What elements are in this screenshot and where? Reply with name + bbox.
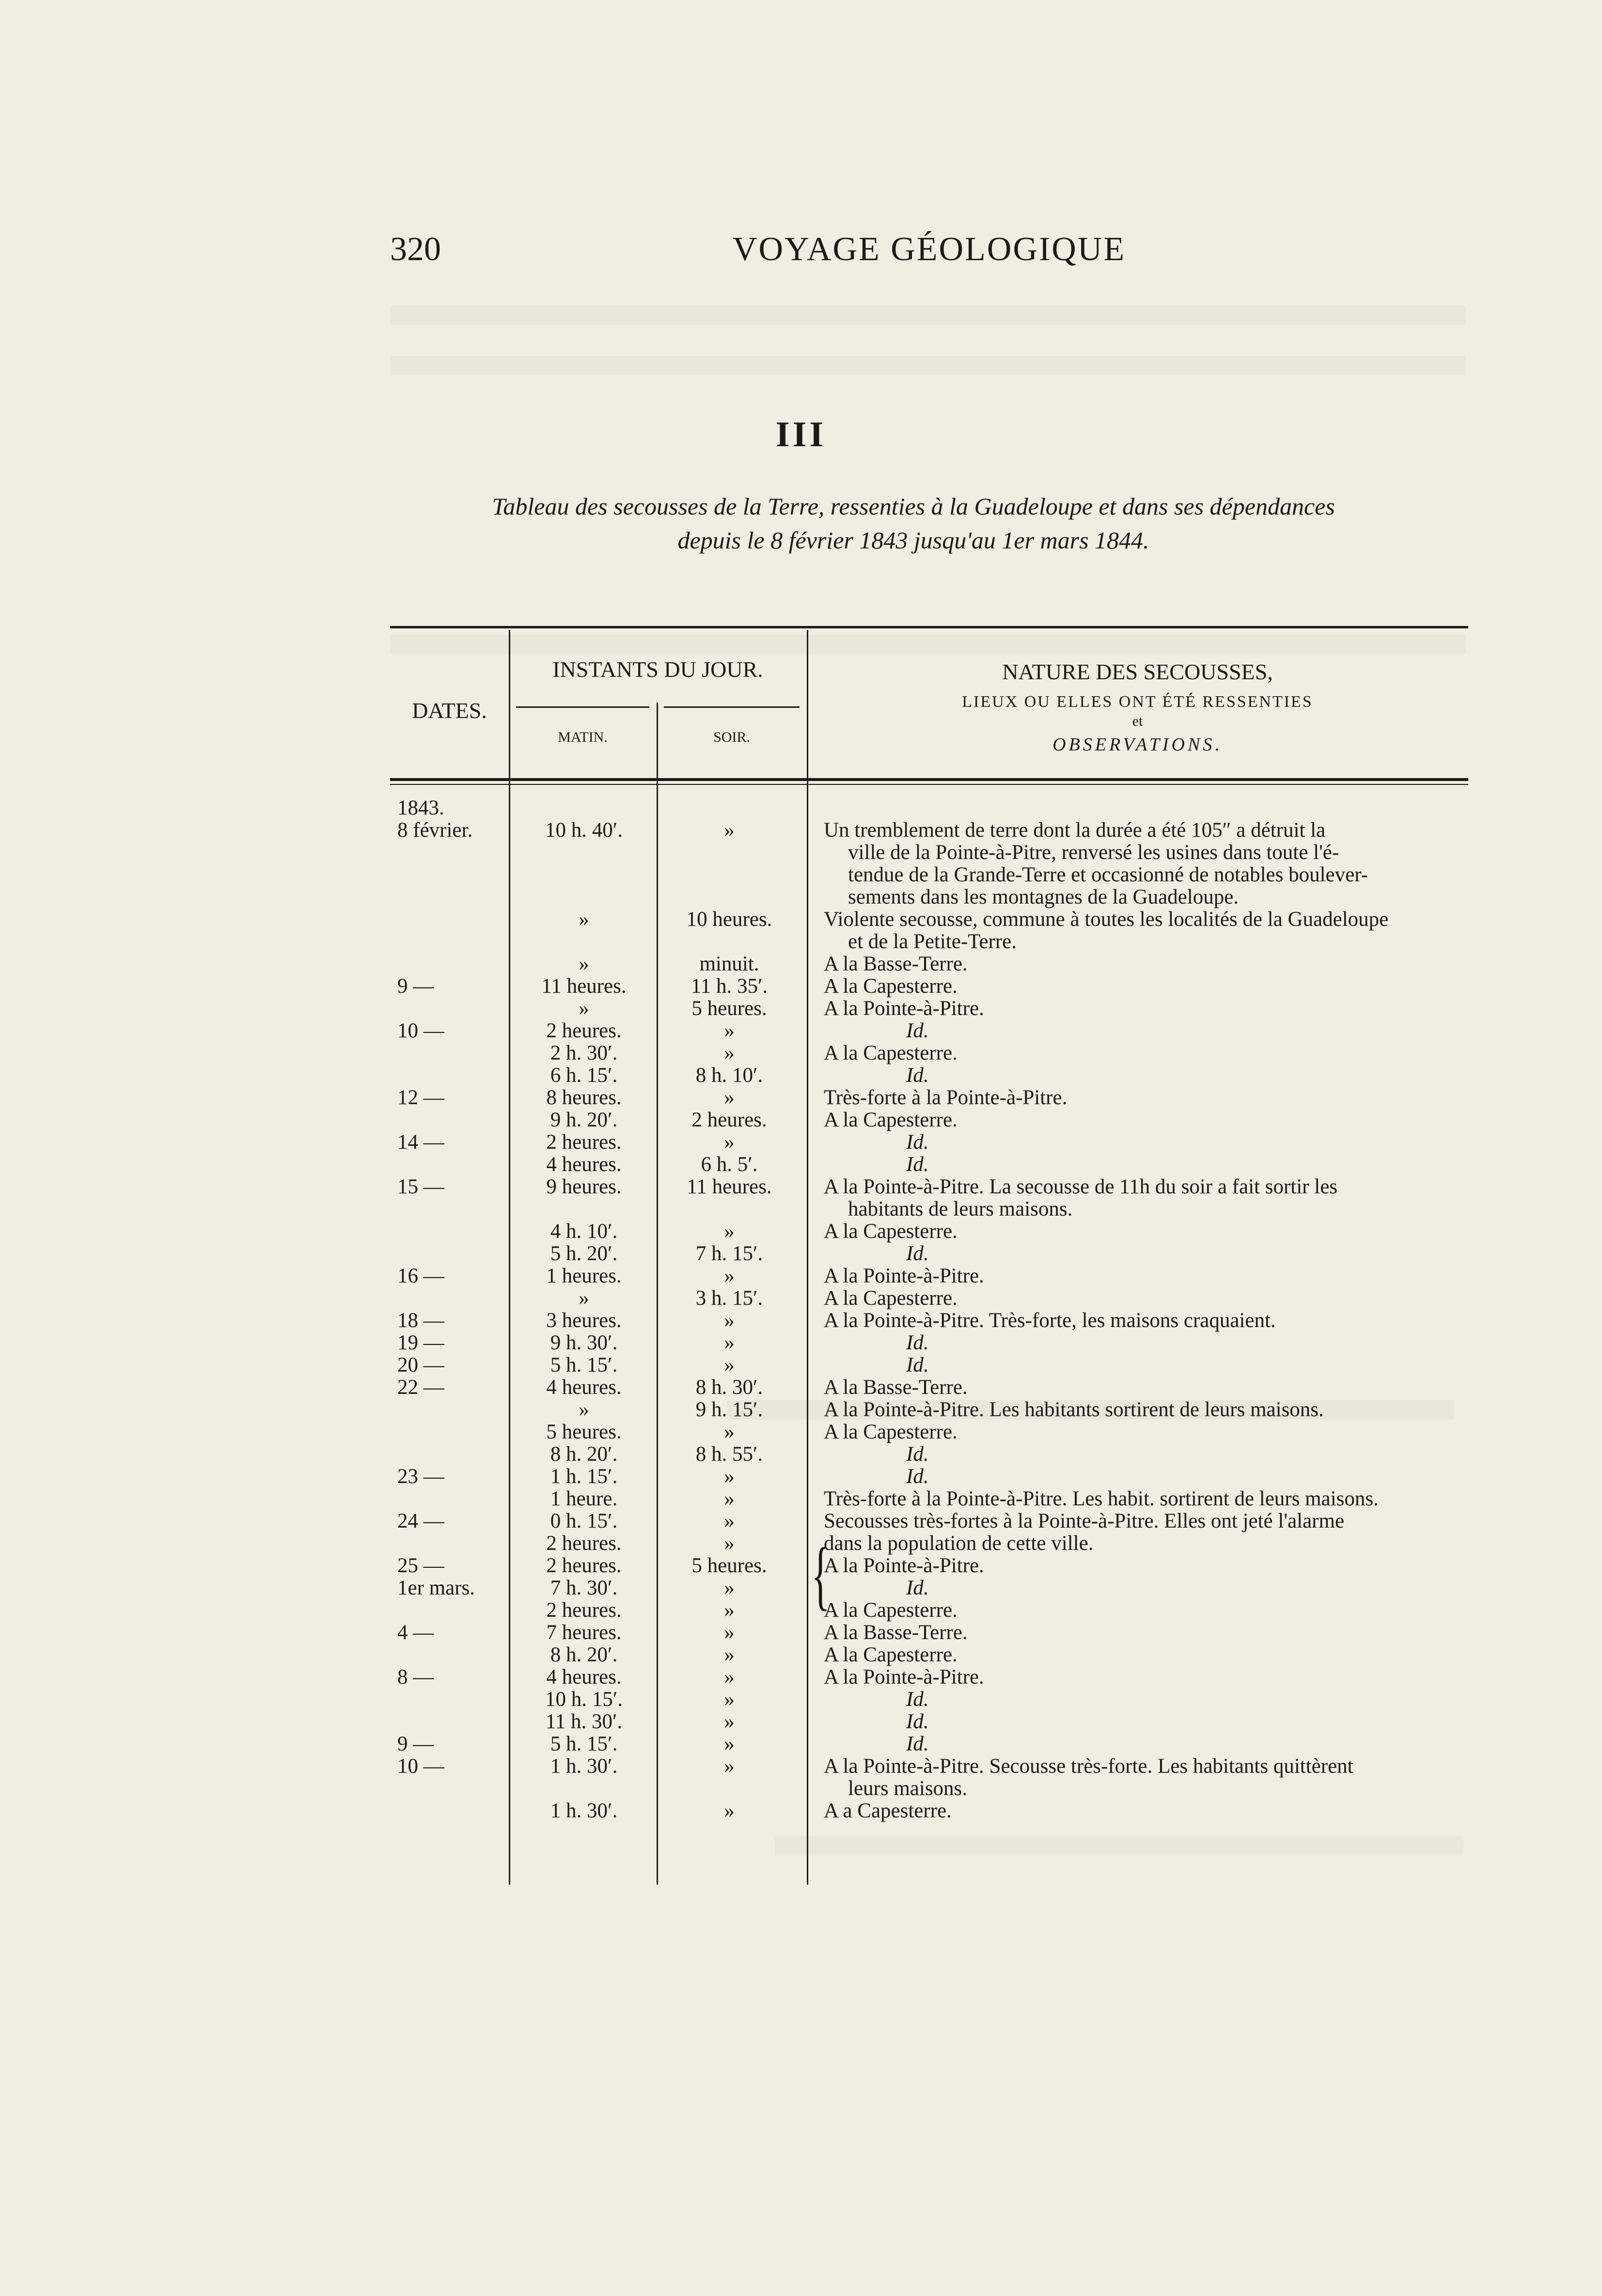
matin-cell: 9 h. 20′. (550, 1109, 618, 1131)
date-cell: 23 — (397, 1465, 444, 1488)
table-header-rule (390, 778, 1468, 781)
observation-line: Id. (906, 1242, 929, 1265)
soir-cell: » (724, 1131, 735, 1154)
observation-cell (824, 1332, 1468, 1354)
observation-line: A la Capesterre. (824, 1421, 958, 1443)
soir-cell: 8 h. 55′. (695, 1443, 763, 1466)
observation-cell (824, 1622, 1468, 1644)
observation-line: Id. (906, 1465, 929, 1488)
observation-line: Id. (906, 1019, 929, 1042)
matin-cell: 3 heures. (546, 1309, 622, 1332)
observation-line: Id. (906, 1733, 929, 1755)
soir-cell: 8 h. 30′. (695, 1376, 763, 1399)
observation-line: A la Capesterre. (824, 1042, 958, 1064)
observation-cell (824, 1154, 1468, 1176)
soir-cell: » (724, 819, 735, 842)
header-observations: OBSERVATIONS. (1052, 734, 1223, 755)
observation-line: A la Pointe-à-Pitre. (824, 1666, 984, 1688)
observation-line: A la Pointe-à-Pitre. Secousse très-forte. Les habitants quittèrent (824, 1755, 1353, 1778)
observation-line: ville de la Pointe-à-Pitre, renversé les usines dans toute l'é- (848, 841, 1339, 864)
soir-cell: 7 h. 15′. (695, 1242, 763, 1265)
soir-cell: » (724, 1354, 735, 1376)
matin-cell: » (579, 1398, 589, 1421)
observation-line: Id. (906, 1354, 929, 1376)
soir-cell: » (724, 1532, 735, 1555)
observation-line: Très-forte à la Pointe-à-Pitre. (824, 1086, 1068, 1109)
soir-cell: » (724, 1755, 735, 1778)
matin-cell: 5 h. 20′. (550, 1242, 618, 1265)
observation-cell (824, 953, 1468, 975)
observation-cell (824, 1399, 1468, 1421)
date-cell: 1er mars. (397, 1577, 475, 1599)
soir-cell: minuit. (699, 953, 759, 975)
observation-cell (824, 1666, 1468, 1688)
matin-cell: 4 h. 10′. (550, 1220, 618, 1243)
soir-cell: » (724, 1577, 735, 1599)
soir-cell: » (724, 1220, 735, 1243)
matin-cell: 2 heures. (546, 1599, 622, 1622)
observation-line: A la Pointe-à-Pitre. La secousse de 11h du soir a fait sortir les (824, 1175, 1338, 1198)
soir-cell: » (724, 1487, 735, 1510)
soir-cell: 8 h. 10′. (695, 1064, 763, 1087)
date-cell: 9 — (397, 1733, 434, 1755)
observation-line: A la Pointe-à-Pitre. Les habitants sortirent de leurs maisons. (824, 1398, 1324, 1421)
soir-cell: 9 h. 15′. (695, 1398, 763, 1421)
observation-line: dans la population de cette ville. (824, 1532, 1094, 1555)
date-cell: 4 — (397, 1621, 434, 1644)
observation-line: habitants de leurs maisons. (848, 1198, 1073, 1220)
observation-cell (824, 1376, 1468, 1399)
matin-cell: » (579, 997, 589, 1020)
soir-cell: 11 h. 35′. (691, 975, 768, 998)
matin-cell: 2 heures. (546, 1532, 622, 1555)
section-number: III (775, 415, 827, 454)
observation-line: Un tremblement de terre dont la durée a été 105″ a détruit la (824, 819, 1326, 842)
soir-cell: » (724, 1265, 735, 1287)
caption-line-1: Tableau des secousses de la Terre, ressenties à la Guadeloupe et dans ses dépendances (492, 493, 1335, 520)
table-header-rule-thin (390, 784, 1468, 785)
matin-cell: 8 h. 20′. (550, 1443, 618, 1466)
soir-cell: » (724, 1733, 735, 1755)
observation-line: A la Basse-Terre. (824, 1621, 968, 1644)
header-instants: INSTANTS DU JOUR. (552, 657, 763, 682)
matin-cell: 7 heures. (546, 1621, 622, 1644)
observation-cell (824, 1644, 1468, 1666)
header-dates: DATES. (412, 698, 487, 723)
observation-line: A la Basse-Terre. (824, 1376, 968, 1399)
soir-cell: » (724, 1599, 735, 1622)
observation-line: Id. (906, 1710, 929, 1733)
soir-cell: 10 heures. (686, 908, 772, 931)
soir-cell: » (724, 1688, 735, 1711)
observation-line: Id. (906, 1331, 929, 1354)
observation-cell (824, 1354, 1468, 1376)
observation-cell (824, 1555, 1468, 1577)
soir-cell: » (724, 1309, 735, 1332)
matin-cell: 1 h. 30′. (550, 1799, 618, 1822)
date-cell: 9 — (397, 975, 434, 998)
observation-line: A la Capesterre. (824, 1287, 958, 1310)
observation-cell (824, 1599, 1468, 1622)
matin-cell: 11 heures. (541, 975, 627, 998)
matin-cell: 1 h. 15′. (550, 1465, 618, 1488)
soir-cell: 3 h. 15′. (695, 1287, 763, 1310)
soir-cell: » (724, 1510, 735, 1532)
header-brace-right (664, 706, 800, 715)
matin-cell: 4 heures. (546, 1666, 622, 1688)
header-et: et (1132, 713, 1143, 729)
soir-cell: » (724, 1019, 735, 1042)
matin-cell: 9 h. 30′. (550, 1331, 618, 1354)
table-top-rule (390, 626, 1468, 628)
page-header (390, 230, 1468, 274)
soir-cell: 11 heures. (687, 1175, 772, 1198)
soir-cell: 5 heures. (691, 997, 767, 1020)
matin-cell: 5 h. 15′. (550, 1354, 618, 1376)
matin-cell: 4 heures. (546, 1153, 622, 1176)
observation-line: A la Pointe-à-Pitre. (824, 997, 984, 1020)
caption-line-2: depuis le 8 février 1843 jusqu'au 1er mars 1844. (677, 527, 1149, 554)
matin-cell: 2 heures. (546, 1131, 622, 1154)
soir-cell: » (724, 1421, 735, 1443)
observation-line: A a Capesterre. (824, 1799, 952, 1822)
date-cell: 19 — (397, 1331, 444, 1354)
matin-cell: 11 h. 30′. (545, 1710, 623, 1733)
column-divider-matin-soir (657, 703, 658, 1885)
soir-cell: » (724, 1042, 735, 1064)
soir-cell: » (724, 1799, 735, 1822)
date-cell: 22 — (397, 1376, 444, 1399)
observation-cell (824, 1421, 1468, 1443)
observation-cell (824, 1087, 1468, 1109)
matin-cell: 1 h. 30′. (550, 1755, 618, 1778)
soir-cell: » (724, 1465, 735, 1488)
observation-line: A la Capesterre. (824, 1599, 958, 1622)
observation-cell (824, 1131, 1468, 1154)
matin-cell: 4 heures. (546, 1376, 622, 1399)
matin-cell: 5 heures. (546, 1421, 622, 1443)
observation-cell (824, 1265, 1468, 1287)
observation-line: et de la Petite-Terre. (848, 930, 1017, 953)
soir-cell: » (724, 1086, 735, 1109)
observation-cell (824, 1220, 1468, 1243)
soir-cell: 2 heures. (691, 1109, 767, 1131)
soir-cell: » (724, 1666, 735, 1688)
running-title: VOYAGE GÉOLOGIQUE (732, 231, 1126, 268)
page-number: 320 (390, 231, 441, 268)
date-cell: 15 — (397, 1175, 444, 1198)
soir-cell: » (724, 1331, 735, 1354)
soir-cell: 6 h. 5′. (701, 1153, 758, 1176)
observation-line: A la Capesterre. (824, 1220, 958, 1243)
soir-cell: » (724, 1710, 735, 1733)
observation-cell (824, 1755, 1468, 1800)
observation-line: Id. (906, 1443, 929, 1466)
observation-cell (824, 1711, 1468, 1733)
matin-cell: » (579, 953, 589, 975)
observation-line: tendue de la Grande-Terre et occasionné de notables boulever- (848, 863, 1368, 886)
date-cell: 16 — (397, 1265, 444, 1287)
matin-cell: 2 heures. (546, 1019, 622, 1042)
observation-cell (824, 1042, 1468, 1064)
observation-cell (824, 975, 1468, 998)
table-caption (359, 489, 1468, 557)
observation-cell (824, 1488, 1468, 1510)
matin-cell: 1 heures. (546, 1265, 622, 1287)
observation-cell (824, 819, 1468, 908)
observation-cell (824, 1020, 1468, 1042)
observation-cell (824, 1688, 1468, 1711)
observation-line: A la Capesterre. (824, 975, 958, 998)
date-cell: 10 — (397, 1755, 444, 1778)
header-soir: SOIR. (713, 729, 750, 745)
date-cell: 20 — (397, 1354, 444, 1376)
observation-line: A la Pointe-à-Pitre. (824, 1554, 984, 1577)
observation-cell (824, 1510, 1468, 1532)
date-cell: 25 — (397, 1554, 444, 1577)
matin-cell: 8 h. 20′. (550, 1643, 618, 1666)
matin-cell: 8 heures. (546, 1086, 622, 1109)
date-cell: 12 — (397, 1086, 444, 1109)
observation-line: leurs maisons. (848, 1777, 968, 1800)
observation-line: Id. (906, 1064, 929, 1087)
observation-cell (824, 1287, 1468, 1310)
observation-line: Id. (906, 1131, 929, 1154)
matin-cell: 10 h. 15′. (545, 1688, 623, 1711)
observation-cell (824, 1466, 1468, 1488)
observation-line: A la Pointe-à-Pitre. Très-forte, les maisons craquaient. (824, 1309, 1276, 1332)
date-cell: 1843. (397, 797, 444, 819)
date-cell: 24 — (397, 1510, 444, 1532)
grouping-brace: { (811, 1531, 830, 1618)
observation-line: Violente secousse, commune à toutes les localités de la Guadeloupe (824, 908, 1389, 931)
matin-cell: 5 h. 15′. (550, 1733, 618, 1755)
observation-line: A la Pointe-à-Pitre. (824, 1265, 984, 1287)
header-brace-left (516, 706, 649, 715)
date-cell: 8 — (397, 1666, 434, 1688)
matin-cell: 0 h. 15′. (550, 1510, 618, 1532)
observation-cell (824, 1532, 1468, 1555)
observation-line: A la Capesterre. (824, 1109, 958, 1131)
matin-cell: 10 h. 40′. (545, 819, 623, 842)
observation-cell (824, 908, 1468, 953)
soir-cell: » (724, 1621, 735, 1644)
date-cell: 8 février. (397, 819, 473, 842)
observation-cell (824, 1109, 1468, 1131)
observation-line: Id. (906, 1688, 929, 1711)
soir-cell: 5 heures. (691, 1554, 767, 1577)
matin-cell: 9 heures. (546, 1175, 622, 1198)
observation-cell (824, 1310, 1468, 1332)
soir-cell: » (724, 1643, 735, 1666)
observation-cell (824, 1733, 1468, 1755)
matin-cell: 2 heures. (546, 1554, 622, 1577)
matin-cell: 1 heure. (550, 1487, 618, 1510)
date-cell: 10 — (397, 1019, 444, 1042)
observation-line: Id. (906, 1153, 929, 1176)
observation-cell (824, 1443, 1468, 1466)
column-divider-nature (807, 630, 808, 1885)
observation-cell (824, 1577, 1468, 1599)
observation-line: Très-forte à la Pointe-à-Pitre. Les habit. sortirent de leurs maisons. (824, 1487, 1379, 1510)
observation-line: Secousses très-fortes à la Pointe-à-Pitre. Elles ont jeté l'alarme (824, 1510, 1345, 1532)
header-lieux: LIEUX OU ELLES ONT ÉTÉ RESSENTIES (962, 693, 1313, 711)
observation-cell (824, 1064, 1468, 1087)
date-cell: 14 — (397, 1131, 444, 1154)
observation-cell (824, 998, 1468, 1020)
observation-cell (824, 1176, 1468, 1220)
observation-line: A la Basse-Terre. (824, 953, 968, 975)
matin-cell: 7 h. 30′. (550, 1577, 618, 1599)
observation-line: Id. (906, 1577, 929, 1599)
matin-cell: » (579, 1287, 589, 1310)
header-nature: NATURE DES SECOUSSES, (1002, 659, 1273, 684)
matin-cell: » (579, 908, 589, 931)
date-cell: 18 — (397, 1309, 444, 1332)
observation-cell (824, 1800, 1468, 1822)
observation-line: A la Capesterre. (824, 1643, 958, 1666)
matin-cell: 6 h. 15′. (550, 1064, 618, 1087)
header-matin: MATIN. (558, 729, 608, 745)
matin-cell: 2 h. 30′. (550, 1042, 618, 1064)
observation-cell (824, 1243, 1468, 1265)
observation-line: sements dans les montagnes de la Guadeloupe. (848, 886, 1239, 908)
